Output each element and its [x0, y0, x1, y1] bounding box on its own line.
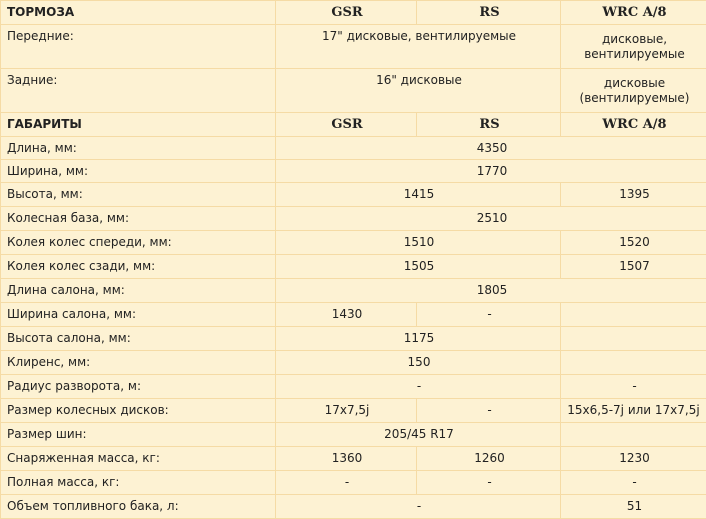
- row-label: Задние:: [1, 69, 276, 113]
- row-label: Длина салона, мм:: [1, 279, 276, 303]
- cell-rs: -: [417, 303, 561, 327]
- table-row: [1, 495, 706, 519]
- cell-gsr: 1360: [276, 447, 417, 471]
- row-label: Клиренс, мм:: [1, 351, 276, 375]
- cell-wrc: 51: [561, 495, 706, 519]
- table-row: [1, 399, 706, 423]
- cell-wrc: [561, 423, 706, 447]
- cell-wrc: -: [561, 375, 706, 399]
- table-row: [1, 303, 706, 327]
- row-label: Размер колесных дисков:: [1, 399, 276, 423]
- table-row: [1, 231, 706, 255]
- col-header-gsr: GSR: [276, 113, 417, 137]
- cell-gsr-rs: -: [276, 495, 561, 519]
- row-label: Ширина, мм:: [1, 160, 276, 183]
- row-label: Радиус разворота, м:: [1, 375, 276, 399]
- row-label: Колея колес сзади, мм:: [1, 255, 276, 279]
- row-label: Высота, мм:: [1, 183, 276, 207]
- row-label: Высота салона, мм:: [1, 327, 276, 351]
- table-row: [1, 69, 706, 113]
- col-header-wrc: WRC A/8: [561, 113, 706, 137]
- cell-wrc: 1230: [561, 447, 706, 471]
- dims-title: ГАБАРИТЫ: [1, 113, 276, 137]
- table-row: [1, 25, 706, 69]
- cell-wrc: [561, 351, 706, 375]
- cell-wrc: 1520: [561, 231, 706, 255]
- cell-gsr-rs: 1175: [276, 327, 561, 351]
- dims-header-row: [1, 113, 706, 137]
- table-row: [1, 375, 706, 399]
- cell-gsr-rs: 1505: [276, 255, 561, 279]
- cell-gsr-rs: 1510: [276, 231, 561, 255]
- col-header-rs: RS: [417, 1, 561, 25]
- table-row: [1, 279, 706, 303]
- cell-gsr-rs: 1415: [276, 183, 561, 207]
- cell-all: 4350: [276, 137, 706, 160]
- cell-rs: 1260: [417, 447, 561, 471]
- table-row: [1, 351, 706, 375]
- row-label: Колесная база, мм:: [1, 207, 276, 231]
- table-row: [1, 160, 706, 183]
- col-header-rs: RS: [417, 113, 561, 137]
- cell-gsr: -: [276, 471, 417, 495]
- cell-wrc: 15x6,5-7j или 17x7,5j: [561, 399, 706, 423]
- cell-gsr: 1430: [276, 303, 417, 327]
- col-header-wrc: WRC A/8: [561, 1, 706, 25]
- table-row: [1, 137, 706, 160]
- cell-gsr: 17x7,5j: [276, 399, 417, 423]
- col-header-gsr: GSR: [276, 1, 417, 25]
- table-row: [1, 183, 706, 207]
- brakes-header-row: [1, 1, 706, 25]
- row-label: Передние:: [1, 25, 276, 69]
- cell-all: 1805: [276, 279, 706, 303]
- table-row: [1, 471, 706, 495]
- cell-wrc: [561, 303, 706, 327]
- row-label: Размер шин:: [1, 423, 276, 447]
- table-row: [1, 207, 706, 231]
- cell-gsr-rs: 150: [276, 351, 561, 375]
- row-label: Ширина салона, мм:: [1, 303, 276, 327]
- row-label: Колея колес спереди, мм:: [1, 231, 276, 255]
- table-row: [1, 327, 706, 351]
- cell-gsr-rs: 205/45 R17: [276, 423, 561, 447]
- cell-rs: -: [417, 471, 561, 495]
- cell-wrc: [561, 327, 706, 351]
- cell-wrc: дисковые (вентилируемые): [561, 69, 706, 113]
- cell-wrc: 1507: [561, 255, 706, 279]
- row-label: Снаряженная масса, кг:: [1, 447, 276, 471]
- cell-gsr-rs: 17" дисковые, вентилируемые: [276, 25, 561, 69]
- brakes-title: ТОРМОЗА: [1, 1, 276, 25]
- cell-all: 1770: [276, 160, 706, 183]
- cell-all: 2510: [276, 207, 706, 231]
- cell-rs: -: [417, 399, 561, 423]
- row-label: Объем топливного бака, л:: [1, 495, 276, 519]
- cell-wrc: 1395: [561, 183, 706, 207]
- cell-wrc: дисковые, вентилируемые: [561, 25, 706, 69]
- row-label: Полная масса, кг:: [1, 471, 276, 495]
- cell-gsr-rs: 16" дисковые: [276, 69, 561, 113]
- cell-gsr-rs: -: [276, 375, 561, 399]
- cell-wrc: -: [561, 471, 706, 495]
- row-label: Длина, мм:: [1, 137, 276, 160]
- table-row: [1, 423, 706, 447]
- table-row: [1, 447, 706, 471]
- table-row: [1, 255, 706, 279]
